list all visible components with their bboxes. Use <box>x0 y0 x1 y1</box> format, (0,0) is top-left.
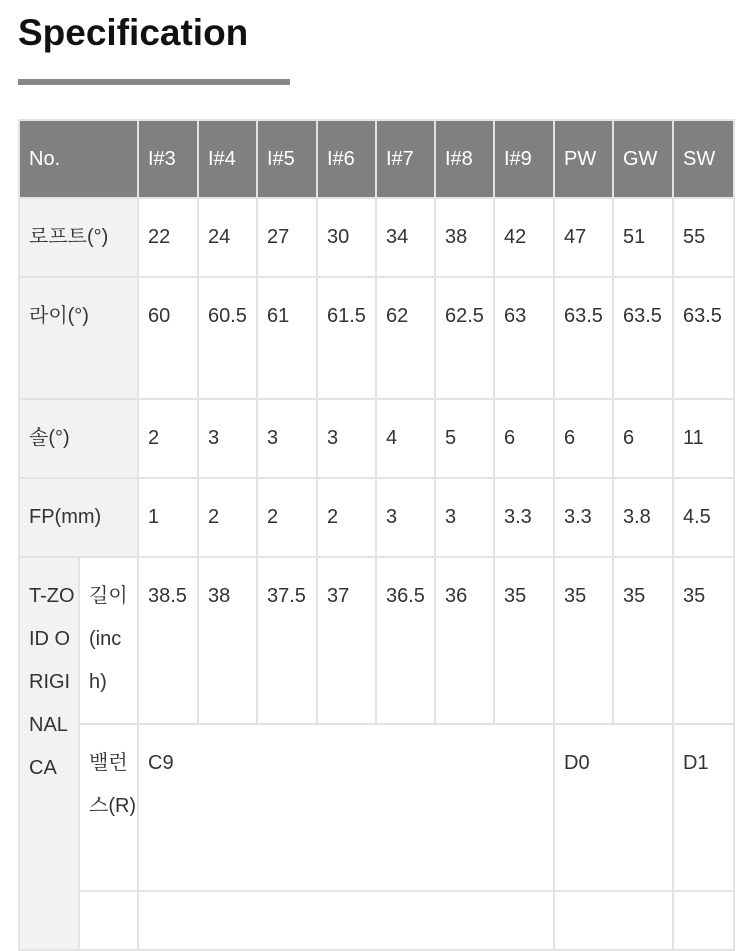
row-label-length: 길이(inch) <box>79 557 138 724</box>
sole-cell: 6 <box>494 399 554 478</box>
row-label-balance: 밸런스(R) <box>79 724 138 891</box>
lie-cell: 60 <box>138 277 198 399</box>
header-club: I#3 <box>138 120 198 198</box>
header-club: PW <box>554 120 613 198</box>
loft-cell: 51 <box>613 198 673 277</box>
lie-cell: 63.5 <box>673 277 734 399</box>
lie-cell: 61.5 <box>317 277 376 399</box>
loft-cell: 55 <box>673 198 734 277</box>
loft-cell: 42 <box>494 198 554 277</box>
row-label-lie: 라이(°) <box>19 277 138 399</box>
fp-cell: 2 <box>257 478 317 557</box>
length-cell: 35 <box>613 557 673 724</box>
table-row-length <box>19 557 734 724</box>
header-club: GW <box>613 120 673 198</box>
sole-cell: 5 <box>435 399 494 478</box>
header-club: I#7 <box>376 120 435 198</box>
length-cell: 38 <box>198 557 257 724</box>
table-cell <box>554 891 673 950</box>
length-cell: 37.5 <box>257 557 317 724</box>
table-row-fp <box>19 478 734 557</box>
loft-cell: 38 <box>435 198 494 277</box>
fp-cell: 4.5 <box>673 478 734 557</box>
loft-cell: 47 <box>554 198 613 277</box>
table-row-sole <box>19 399 734 478</box>
table-row-loft <box>19 198 734 277</box>
header-no: No. <box>19 120 138 198</box>
length-cell: 36 <box>435 557 494 724</box>
sole-cell: 11 <box>673 399 734 478</box>
fp-cell: 1 <box>138 478 198 557</box>
header-club: I#4 <box>198 120 257 198</box>
loft-cell: 22 <box>138 198 198 277</box>
lie-cell: 63.5 <box>554 277 613 399</box>
loft-cell: 30 <box>317 198 376 277</box>
header-row <box>19 120 734 198</box>
row-label-fp: FP(mm) <box>19 478 138 557</box>
balance-cell: C9 <box>138 724 554 891</box>
header-club: I#5 <box>257 120 317 198</box>
header-club: I#6 <box>317 120 376 198</box>
sole-cell: 6 <box>554 399 613 478</box>
fp-cell: 3.3 <box>554 478 613 557</box>
lie-cell: 62 <box>376 277 435 399</box>
table-cell <box>673 891 734 950</box>
loft-cell: 24 <box>198 198 257 277</box>
balance-cell: D0 <box>554 724 673 891</box>
loft-cell: 27 <box>257 198 317 277</box>
sole-cell: 3 <box>198 399 257 478</box>
table-cell <box>79 891 138 950</box>
lie-cell: 61 <box>257 277 317 399</box>
table-row <box>19 891 734 950</box>
length-cell: 36.5 <box>376 557 435 724</box>
table-row-lie <box>19 277 734 399</box>
length-cell: 35 <box>554 557 613 724</box>
header-club: I#8 <box>435 120 494 198</box>
length-cell: 37 <box>317 557 376 724</box>
row-label-sole: 솔(°) <box>19 399 138 478</box>
sole-cell: 3 <box>317 399 376 478</box>
lie-cell: 62.5 <box>435 277 494 399</box>
lie-cell: 60.5 <box>198 277 257 399</box>
fp-cell: 3 <box>435 478 494 557</box>
sole-cell: 4 <box>376 399 435 478</box>
lie-cell: 63 <box>494 277 554 399</box>
fp-cell: 3 <box>376 478 435 557</box>
sole-cell: 2 <box>138 399 198 478</box>
length-cell: 38.5 <box>138 557 198 724</box>
header-club: I#9 <box>494 120 554 198</box>
lie-cell: 63.5 <box>613 277 673 399</box>
table-row-balance <box>19 724 734 891</box>
length-cell: 35 <box>494 557 554 724</box>
row-label-loft: 로프트(°) <box>19 198 138 277</box>
loft-cell: 34 <box>376 198 435 277</box>
fp-cell: 3.3 <box>494 478 554 557</box>
table-cell <box>138 891 554 950</box>
balance-cell: D1 <box>673 724 734 891</box>
spec-table <box>18 119 735 951</box>
length-cell: 35 <box>673 557 734 724</box>
title-underline <box>18 79 290 85</box>
fp-cell: 2 <box>317 478 376 557</box>
sole-cell: 6 <box>613 399 673 478</box>
sole-cell: 3 <box>257 399 317 478</box>
row-label-shaft: T-ZOID ORIGINAL CA <box>19 557 79 950</box>
page-title: Specification <box>18 12 249 53</box>
fp-cell: 2 <box>198 478 257 557</box>
header-club: SW <box>673 120 734 198</box>
fp-cell: 3.8 <box>613 478 673 557</box>
